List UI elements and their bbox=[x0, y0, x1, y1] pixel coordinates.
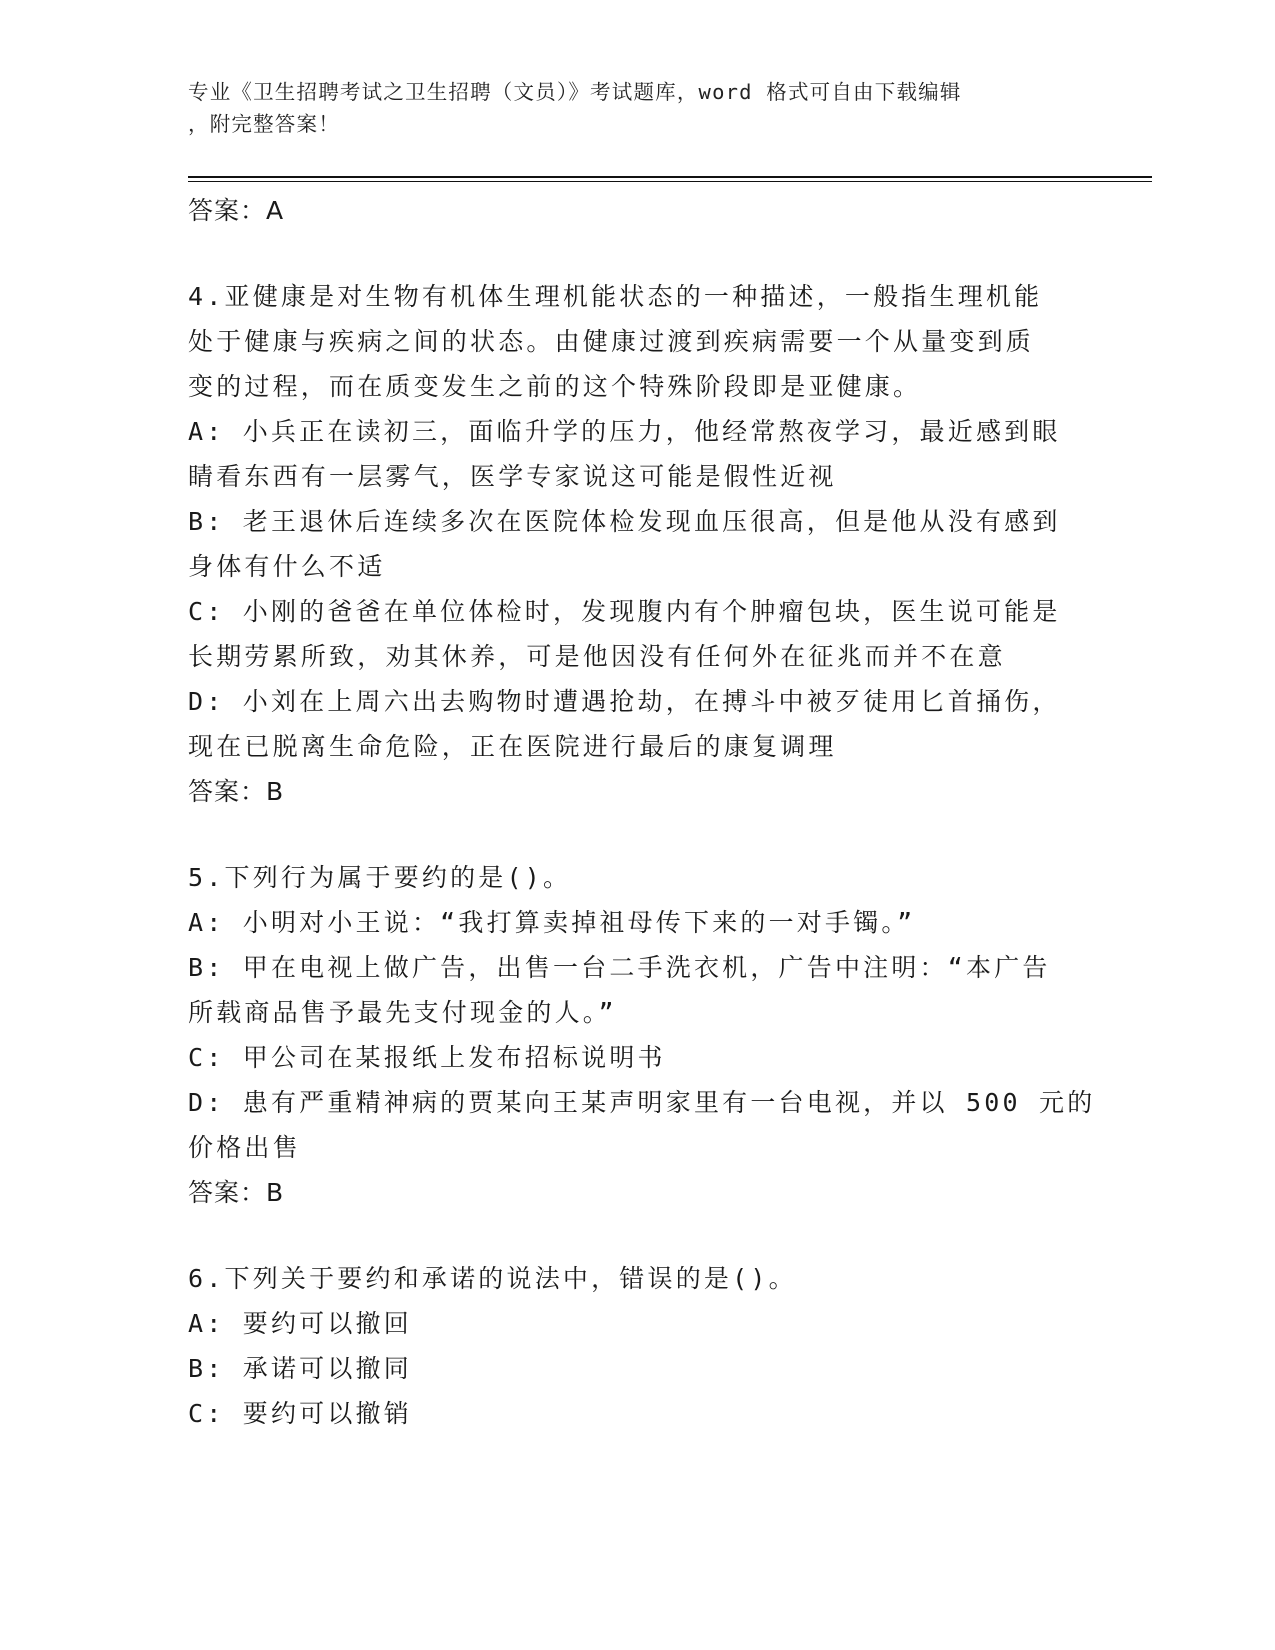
question-4-option-a-cont: 睛看东西有一层雾气，医学专家说这可能是假性近视 bbox=[188, 462, 837, 491]
spacer bbox=[188, 1216, 1088, 1256]
spacer bbox=[188, 234, 1088, 274]
prev-question-answer: 答案：A bbox=[188, 196, 285, 225]
header-line-2: ，附完整答案！ bbox=[188, 112, 340, 136]
question-6-option-b: B: 承诺可以撤同 bbox=[188, 1354, 412, 1383]
question-4-option-b-cont: 身体有什么不适 bbox=[188, 552, 386, 581]
question-4-option-b: B: 老王退休后连续多次在医院体检发现血压很高，但是他从没有感到 bbox=[188, 507, 1061, 536]
question-4-option-d: D: 小刘在上周六出去购物时遭遇抢劫，在搏斗中被歹徒用匕首捅伤， bbox=[188, 687, 1061, 716]
page-header bbox=[188, 76, 1088, 140]
question-5-option-b: B: 甲在电视上做广告，出售一台二手洗衣机，广告中注明：“本广告 bbox=[188, 953, 1051, 982]
question-4-option-d-cont: 现在已脱离生命危险，正在医院进行最后的康复调理 bbox=[188, 732, 837, 761]
question-4 bbox=[188, 274, 1088, 815]
document-body bbox=[188, 188, 1096, 1436]
question-5 bbox=[188, 855, 1096, 1216]
question-4-option-a: A: 小兵正在读初三，面临升学的压力，他经常熬夜学习，最近感到眼 bbox=[188, 417, 1061, 446]
header-rule-thick bbox=[188, 176, 1152, 178]
question-5-option-c: C: 甲公司在某报纸上发布招标说明书 bbox=[188, 1043, 666, 1072]
question-4-stem-line: 4.亚健康是对生物有机体生理机能状态的一种描述，一般指生理机能 bbox=[188, 282, 1043, 311]
question-5-option-d: D: 患有严重精神病的贾某向王某声明家里有一台电视，并以 500 元的 bbox=[188, 1088, 1096, 1117]
question-6-option-c: C: 要约可以撤销 bbox=[188, 1399, 412, 1428]
question-4-answer: 答案：B bbox=[188, 777, 285, 806]
question-4-option-c-cont: 长期劳累所致，劝其休养，可是他因没有任何外在征兆而并不在意 bbox=[188, 642, 1006, 671]
question-6-option-a: A: 要约可以撤回 bbox=[188, 1309, 412, 1338]
question-4-stem-line: 处于健康与疾病之间的状态。由健康过渡到疾病需要一个从量变到质 bbox=[188, 327, 1035, 356]
question-4-stem-line: 变的过程，而在质变发生之前的这个特殊阶段即是亚健康。 bbox=[188, 372, 922, 401]
question-5-option-d-cont: 价格出售 bbox=[188, 1133, 301, 1162]
question-5-option-a: A: 小明对小王说：“我打算卖掉祖母传下来的一对手镯。” bbox=[188, 908, 916, 937]
question-5-stem: 5.下列行为属于要约的是()。 bbox=[188, 863, 572, 892]
question-5-option-b-cont: 所载商品售予最先支付现金的人。” bbox=[188, 998, 617, 1027]
header-rule-thin bbox=[188, 181, 1152, 182]
question-4-option-c: C: 小刚的爸爸在单位体检时，发现腹内有个肿瘤包块，医生说可能是 bbox=[188, 597, 1061, 626]
header-line-1: 专业《卫生招聘考试之卫生招聘（文员）》考试题库，word 格式可自由下载编辑 bbox=[188, 80, 962, 104]
spacer bbox=[188, 815, 1088, 855]
question-6 bbox=[188, 1256, 1088, 1436]
question-6-stem: 6.下列关于要约和承诺的说法中，错误的是()。 bbox=[188, 1264, 797, 1293]
question-5-answer: 答案：B bbox=[188, 1178, 285, 1207]
